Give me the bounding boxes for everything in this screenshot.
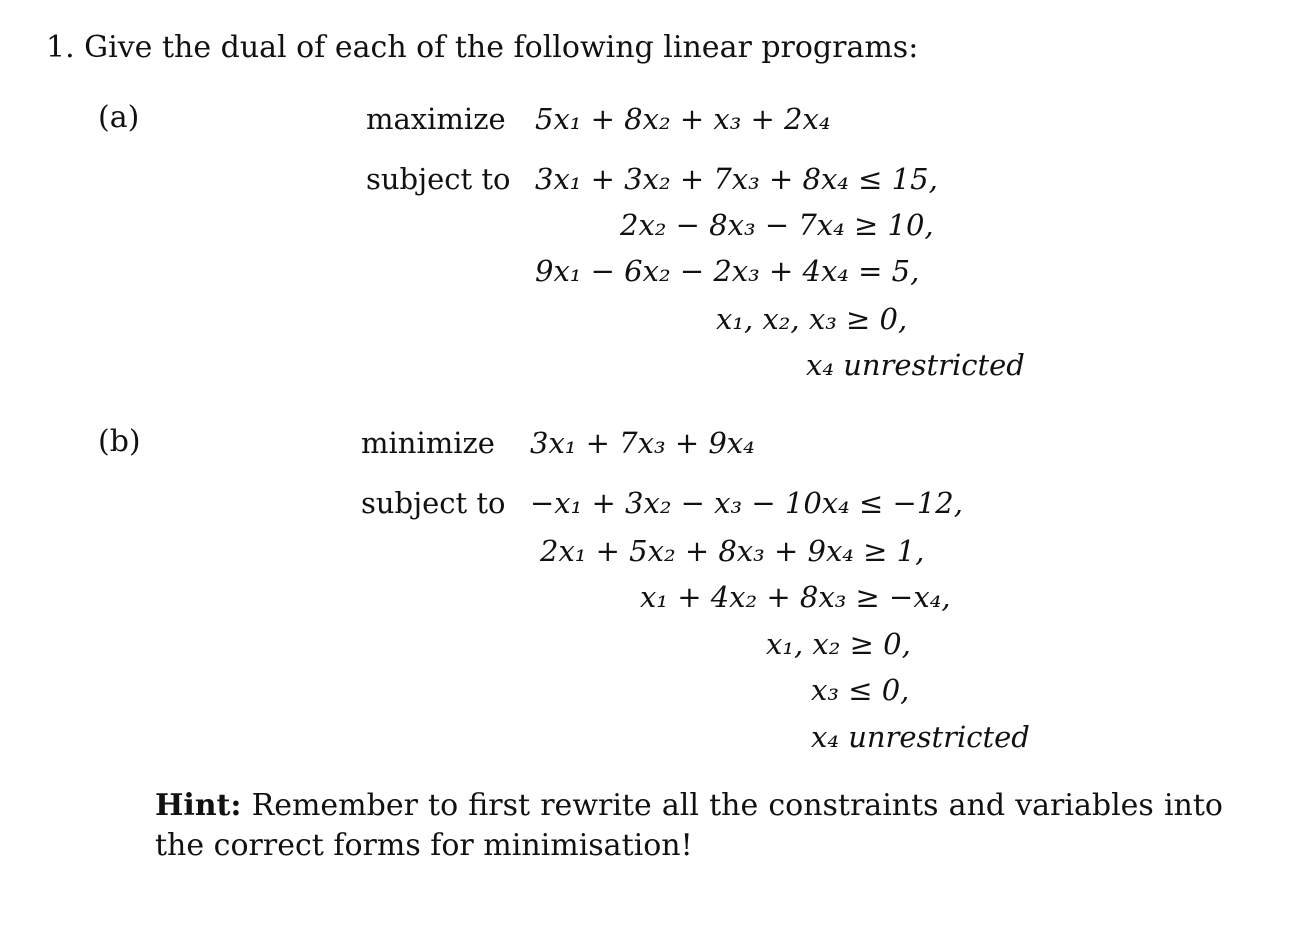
part-a-constraint-1: 3x₁ + 3x₂ + 7x₃ + 8x₄ ≤ 15, [535, 162, 938, 196]
part-b-constraint-3: x₁ + 4x₂ + 8x₃ ≥ −x₄, [640, 580, 951, 614]
part-b-constraint-5: x₃ ≤ 0, [811, 673, 910, 707]
part-a-constraint-5: x₄ unrestricted [806, 348, 1025, 382]
problem-title: Give the dual of each of the following linear programs: [84, 30, 919, 65]
part-b-objective-keyword: minimize [361, 426, 495, 460]
part-a-objective-keyword: maximize [366, 102, 506, 136]
part-b-constraint-2: 2x₁ + 5x₂ + 8x₃ + 9x₄ ≥ 1, [540, 534, 925, 568]
hint-text: Remember to first rewrite all the constraints and variables into the correct forms for minimisation! [155, 788, 1223, 863]
hint-label: Hint: [155, 788, 242, 823]
problem-heading [46, 30, 918, 65]
part-b-label: (b) [98, 424, 141, 459]
part-b-constraint-6: x₄ unrestricted [811, 720, 1030, 754]
part-b-constraint-keyword: subject to [361, 486, 506, 520]
part-b-constraint-4: x₁, x₂ ≥ 0, [766, 627, 911, 661]
part-b-objective: 3x₁ + 7x₃ + 9x₄ [530, 426, 755, 460]
part-a-constraint-2: 2x₂ − 8x₃ − 7x₄ ≥ 10, [620, 208, 934, 242]
part-a-objective: 5x₁ + 8x₂ + x₃ + 2x₄ [535, 102, 831, 136]
part-a-constraint-3: 9x₁ − 6x₂ − 2x₃ + 4x₄ = 5, [535, 254, 920, 288]
part-a-constraint-4: x₁, x₂, x₃ ≥ 0, [716, 302, 908, 336]
hint-paragraph [155, 786, 1223, 866]
part-b-constraint-1: −x₁ + 3x₂ − x₃ − 10x₄ ≤ −12, [530, 486, 963, 520]
part-a-label: (a) [98, 100, 140, 135]
problem-number: 1. [46, 30, 75, 65]
part-a-constraint-keyword: subject to [366, 162, 511, 196]
